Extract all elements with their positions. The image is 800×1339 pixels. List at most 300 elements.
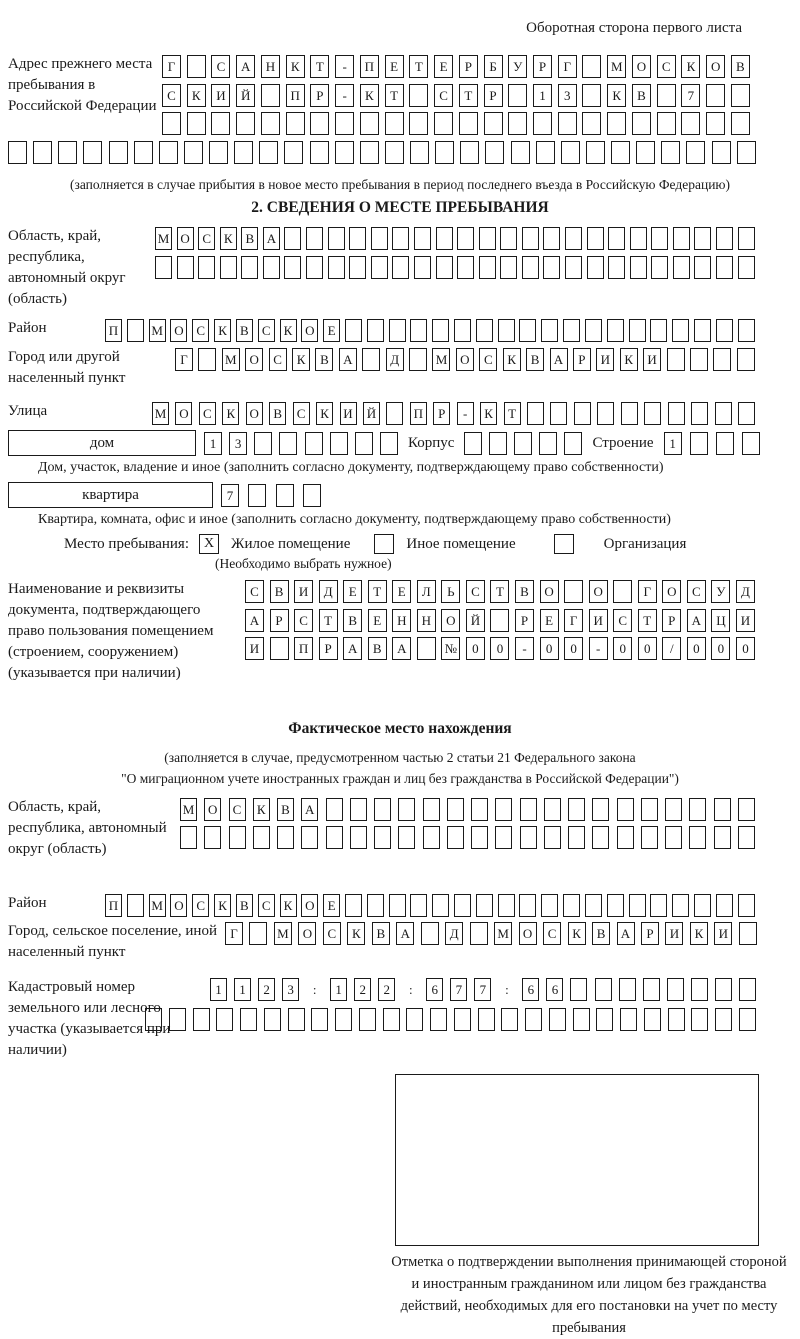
char-cell[interactable]: С	[657, 55, 676, 78]
char-cell[interactable]	[306, 227, 323, 250]
char-cell[interactable]: В	[526, 348, 544, 371]
char-cell[interactable]	[234, 141, 253, 164]
char-cell[interactable]: Е	[392, 580, 411, 603]
char-cell[interactable]: Б	[484, 55, 503, 78]
char-cell[interactable]	[568, 798, 585, 821]
char-cell[interactable]	[641, 798, 658, 821]
char-cell[interactable]	[738, 227, 755, 250]
char-cell[interactable]: /	[662, 637, 681, 660]
char-cell[interactable]: С	[543, 922, 561, 945]
char-cell[interactable]	[731, 84, 750, 107]
char-cell[interactable]	[409, 84, 428, 107]
char-cell[interactable]: К	[480, 402, 497, 425]
char-cell[interactable]: Д	[386, 348, 404, 371]
char-cell[interactable]: -	[335, 55, 354, 78]
char-cell[interactable]: Р	[319, 637, 338, 660]
char-cell[interactable]: Р	[662, 609, 681, 632]
char-cell[interactable]	[716, 319, 733, 342]
char-cell[interactable]	[691, 1008, 708, 1031]
char-cell[interactable]	[691, 402, 708, 425]
char-cell[interactable]: 0	[613, 637, 632, 660]
char-cell[interactable]	[254, 432, 272, 455]
char-cell[interactable]	[489, 432, 507, 455]
fact-oblast-row-2[interactable]	[180, 826, 755, 849]
kvartira-type-box[interactable]: квартира	[8, 482, 213, 508]
char-cell[interactable]	[672, 894, 689, 917]
doc-row-1[interactable]	[245, 580, 755, 603]
char-cell[interactable]: П	[294, 637, 313, 660]
kvartira-cells[interactable]	[221, 484, 321, 507]
char-cell[interactable]: Р	[270, 609, 289, 632]
char-cell[interactable]: И	[589, 609, 608, 632]
char-cell[interactable]	[641, 826, 658, 849]
char-cell[interactable]	[498, 319, 515, 342]
char-cell[interactable]	[479, 256, 496, 279]
char-cell[interactable]	[229, 826, 246, 849]
char-cell[interactable]	[501, 1008, 518, 1031]
kadastr-row-2[interactable]	[145, 1008, 756, 1031]
char-cell[interactable]	[613, 580, 632, 603]
char-cell[interactable]	[389, 894, 406, 917]
char-cell[interactable]	[643, 978, 660, 1001]
char-cell[interactable]: Е	[385, 55, 404, 78]
char-cell[interactable]	[374, 798, 391, 821]
char-cell[interactable]	[673, 256, 690, 279]
checkbox-inoe[interactable]	[374, 534, 394, 554]
char-cell[interactable]	[522, 256, 539, 279]
char-cell[interactable]	[737, 141, 756, 164]
char-cell[interactable]	[738, 319, 755, 342]
char-cell[interactable]	[527, 402, 544, 425]
char-cell[interactable]	[564, 432, 582, 455]
char-cell[interactable]: 2	[378, 978, 395, 1001]
char-cell[interactable]: В	[241, 227, 258, 250]
char-cell[interactable]: Т	[385, 84, 404, 107]
char-cell[interactable]: К	[187, 84, 206, 107]
char-cell[interactable]: Г	[162, 55, 181, 78]
char-cell[interactable]	[498, 894, 515, 917]
char-cell[interactable]	[617, 826, 634, 849]
char-cell[interactable]: -	[589, 637, 608, 660]
char-cell[interactable]	[563, 319, 580, 342]
korpus-cells[interactable]	[464, 432, 582, 455]
char-cell[interactable]: О	[301, 894, 318, 917]
char-cell[interactable]	[305, 432, 323, 455]
raion-row[interactable]	[105, 319, 755, 342]
dom-type-box[interactable]: дом	[8, 430, 196, 456]
char-cell[interactable]	[544, 826, 561, 849]
char-cell[interactable]: О	[246, 402, 263, 425]
char-cell[interactable]	[668, 1008, 685, 1031]
char-cell[interactable]	[668, 402, 685, 425]
char-cell[interactable]	[398, 798, 415, 821]
char-cell[interactable]	[220, 256, 237, 279]
char-cell[interactable]	[476, 319, 493, 342]
char-cell[interactable]: Р	[641, 922, 659, 945]
char-cell[interactable]	[587, 227, 604, 250]
char-cell[interactable]	[328, 227, 345, 250]
char-cell[interactable]	[731, 112, 750, 135]
dom-number-cells[interactable]	[204, 432, 398, 455]
char-cell[interactable]	[665, 826, 682, 849]
char-cell[interactable]: И	[294, 580, 313, 603]
char-cell[interactable]: П	[105, 894, 122, 917]
char-cell[interactable]	[476, 894, 493, 917]
stroenie-cells[interactable]	[664, 432, 760, 455]
char-cell[interactable]: Е	[540, 609, 559, 632]
char-cell[interactable]: 6	[546, 978, 563, 1001]
char-cell[interactable]	[694, 319, 711, 342]
char-cell[interactable]: Г	[558, 55, 577, 78]
char-cell[interactable]: К	[360, 84, 379, 107]
char-cell[interactable]: И	[340, 402, 357, 425]
char-cell[interactable]: В	[270, 580, 289, 603]
char-cell[interactable]: С	[293, 402, 310, 425]
char-cell[interactable]: О	[589, 580, 608, 603]
char-cell[interactable]	[596, 1008, 613, 1031]
char-cell[interactable]: В	[343, 609, 362, 632]
char-cell[interactable]	[563, 894, 580, 917]
char-cell[interactable]	[335, 112, 354, 135]
char-cell[interactable]: О	[175, 402, 192, 425]
char-cell[interactable]	[134, 141, 153, 164]
prev-address-row-1[interactable]	[162, 55, 750, 78]
char-cell[interactable]: И	[211, 84, 230, 107]
char-cell[interactable]	[611, 141, 630, 164]
char-cell[interactable]: В	[368, 637, 387, 660]
char-cell[interactable]	[216, 1008, 233, 1031]
char-cell[interactable]: С	[258, 894, 275, 917]
char-cell[interactable]	[630, 227, 647, 250]
char-cell[interactable]	[270, 637, 289, 660]
char-cell[interactable]: К	[568, 922, 586, 945]
char-cell[interactable]: Ь	[441, 580, 460, 603]
char-cell[interactable]	[739, 978, 756, 1001]
char-cell[interactable]	[326, 798, 343, 821]
char-cell[interactable]	[738, 256, 755, 279]
char-cell[interactable]	[447, 798, 464, 821]
char-cell[interactable]: О	[540, 580, 559, 603]
char-cell[interactable]	[629, 894, 646, 917]
char-cell[interactable]: С	[613, 609, 632, 632]
char-cell[interactable]	[561, 141, 580, 164]
char-cell[interactable]	[706, 112, 725, 135]
char-cell[interactable]	[582, 112, 601, 135]
char-cell[interactable]	[525, 1008, 542, 1031]
char-cell[interactable]	[464, 432, 482, 455]
char-cell[interactable]: 2	[354, 978, 371, 1001]
char-cell[interactable]	[715, 1008, 732, 1031]
char-cell[interactable]	[436, 256, 453, 279]
char-cell[interactable]: К	[620, 348, 638, 371]
char-cell[interactable]	[592, 826, 609, 849]
char-cell[interactable]: 0	[540, 637, 559, 660]
char-cell[interactable]: О	[204, 798, 221, 821]
char-cell[interactable]	[288, 1008, 305, 1031]
char-cell[interactable]: В	[236, 894, 253, 917]
char-cell[interactable]: -	[515, 637, 534, 660]
char-cell[interactable]	[508, 84, 527, 107]
char-cell[interactable]: Т	[490, 580, 509, 603]
char-cell[interactable]	[582, 55, 601, 78]
char-cell[interactable]	[204, 826, 221, 849]
fact-oblast-row-1[interactable]	[180, 798, 755, 821]
char-cell[interactable]: У	[508, 55, 527, 78]
char-cell[interactable]	[241, 256, 258, 279]
char-cell[interactable]	[629, 319, 646, 342]
char-cell[interactable]	[326, 826, 343, 849]
char-cell[interactable]	[198, 348, 216, 371]
char-cell[interactable]	[715, 978, 732, 1001]
char-cell[interactable]	[514, 432, 532, 455]
checkbox-organizatsiya[interactable]	[554, 534, 574, 554]
char-cell[interactable]	[738, 798, 755, 821]
char-cell[interactable]	[739, 1008, 756, 1031]
char-cell[interactable]	[392, 256, 409, 279]
char-cell[interactable]	[349, 256, 366, 279]
char-cell[interactable]	[565, 256, 582, 279]
char-cell[interactable]	[330, 432, 348, 455]
char-cell[interactable]: С	[192, 894, 209, 917]
char-cell[interactable]	[335, 141, 354, 164]
char-cell[interactable]: А	[343, 637, 362, 660]
char-cell[interactable]: Д	[445, 922, 463, 945]
char-cell[interactable]	[519, 319, 536, 342]
char-cell[interactable]	[587, 256, 604, 279]
char-cell[interactable]: С	[198, 227, 215, 250]
char-cell[interactable]	[436, 227, 453, 250]
char-cell[interactable]	[585, 894, 602, 917]
char-cell[interactable]: П	[410, 402, 427, 425]
char-cell[interactable]	[345, 894, 362, 917]
char-cell[interactable]: 1	[234, 978, 251, 1001]
char-cell[interactable]	[586, 141, 605, 164]
char-cell[interactable]	[644, 402, 661, 425]
char-cell[interactable]: Т	[319, 609, 338, 632]
char-cell[interactable]	[279, 432, 297, 455]
char-cell[interactable]: С	[479, 348, 497, 371]
char-cell[interactable]	[738, 826, 755, 849]
char-cell[interactable]	[457, 256, 474, 279]
char-cell[interactable]: А	[301, 798, 318, 821]
char-cell[interactable]: О	[456, 348, 474, 371]
char-cell[interactable]: -	[457, 402, 474, 425]
char-cell[interactable]: О	[301, 319, 318, 342]
char-cell[interactable]: 0	[564, 637, 583, 660]
char-cell[interactable]	[568, 826, 585, 849]
char-cell[interactable]: Т	[459, 84, 478, 107]
char-cell[interactable]	[159, 141, 178, 164]
doc-row-2[interactable]	[245, 609, 755, 632]
char-cell[interactable]: П	[286, 84, 305, 107]
char-cell[interactable]	[712, 141, 731, 164]
char-cell[interactable]: К	[607, 84, 626, 107]
char-cell[interactable]: 0	[687, 637, 706, 660]
char-cell[interactable]	[303, 484, 321, 507]
char-cell[interactable]	[650, 319, 667, 342]
char-cell[interactable]	[558, 112, 577, 135]
char-cell[interactable]	[742, 432, 760, 455]
char-cell[interactable]	[470, 922, 488, 945]
char-cell[interactable]	[573, 1008, 590, 1031]
char-cell[interactable]: В	[592, 922, 610, 945]
char-cell[interactable]	[360, 141, 379, 164]
char-cell[interactable]	[127, 319, 144, 342]
char-cell[interactable]	[187, 112, 206, 135]
char-cell[interactable]: Т	[638, 609, 657, 632]
char-cell[interactable]: К	[292, 348, 310, 371]
char-cell[interactable]	[362, 348, 380, 371]
char-cell[interactable]	[454, 1008, 471, 1031]
char-cell[interactable]	[155, 256, 172, 279]
char-cell[interactable]: М	[494, 922, 512, 945]
char-cell[interactable]	[414, 227, 431, 250]
char-cell[interactable]: С	[192, 319, 209, 342]
char-cell[interactable]	[716, 256, 733, 279]
char-cell[interactable]: П	[360, 55, 379, 78]
char-cell[interactable]	[109, 141, 128, 164]
char-cell[interactable]: -	[335, 84, 354, 107]
char-cell[interactable]: М	[152, 402, 169, 425]
char-cell[interactable]	[383, 1008, 400, 1031]
char-cell[interactable]: 7	[474, 978, 491, 1001]
char-cell[interactable]	[694, 256, 711, 279]
char-cell[interactable]: 6	[522, 978, 539, 1001]
char-cell[interactable]	[500, 256, 517, 279]
char-cell[interactable]: К	[690, 922, 708, 945]
char-cell[interactable]: К	[681, 55, 700, 78]
char-cell[interactable]	[410, 894, 427, 917]
char-cell[interactable]: К	[280, 319, 297, 342]
char-cell[interactable]	[180, 826, 197, 849]
char-cell[interactable]: :	[402, 978, 419, 1001]
char-cell[interactable]	[550, 402, 567, 425]
char-cell[interactable]: С	[269, 348, 287, 371]
char-cell[interactable]	[236, 112, 255, 135]
char-cell[interactable]	[667, 978, 684, 1001]
char-cell[interactable]	[541, 894, 558, 917]
char-cell[interactable]: И	[665, 922, 683, 945]
char-cell[interactable]	[423, 798, 440, 821]
char-cell[interactable]: Т	[409, 55, 428, 78]
char-cell[interactable]: К	[503, 348, 521, 371]
char-cell[interactable]	[286, 112, 305, 135]
char-cell[interactable]: Р	[533, 55, 552, 78]
ulitsa-row[interactable]	[152, 402, 755, 425]
char-cell[interactable]	[263, 256, 280, 279]
char-cell[interactable]	[619, 978, 636, 1001]
char-cell[interactable]: С	[211, 55, 230, 78]
char-cell[interactable]: С	[294, 609, 313, 632]
char-cell[interactable]	[359, 1008, 376, 1031]
char-cell[interactable]	[574, 402, 591, 425]
char-cell[interactable]: М	[149, 894, 166, 917]
char-cell[interactable]	[360, 112, 379, 135]
char-cell[interactable]: Т	[504, 402, 521, 425]
char-cell[interactable]: А	[339, 348, 357, 371]
char-cell[interactable]: В	[315, 348, 333, 371]
char-cell[interactable]	[277, 826, 294, 849]
char-cell[interactable]	[162, 112, 181, 135]
char-cell[interactable]: 3	[229, 432, 247, 455]
char-cell[interactable]	[595, 978, 612, 1001]
char-cell[interactable]: М	[222, 348, 240, 371]
char-cell[interactable]	[536, 141, 555, 164]
char-cell[interactable]	[328, 256, 345, 279]
char-cell[interactable]: А	[392, 637, 411, 660]
char-cell[interactable]: 0	[466, 637, 485, 660]
char-cell[interactable]: 7	[221, 484, 239, 507]
char-cell[interactable]	[355, 432, 373, 455]
char-cell[interactable]	[371, 256, 388, 279]
char-cell[interactable]: М	[155, 227, 172, 250]
char-cell[interactable]: Е	[323, 319, 340, 342]
prev-address-row-3[interactable]	[162, 112, 750, 135]
char-cell[interactable]	[490, 609, 509, 632]
char-cell[interactable]: О	[245, 348, 263, 371]
char-cell[interactable]: К	[280, 894, 297, 917]
char-cell[interactable]	[460, 141, 479, 164]
char-cell[interactable]	[738, 894, 755, 917]
char-cell[interactable]: Т	[368, 580, 387, 603]
char-cell[interactable]: 1	[664, 432, 682, 455]
char-cell[interactable]	[414, 256, 431, 279]
char-cell[interactable]	[686, 141, 705, 164]
char-cell[interactable]: В	[632, 84, 651, 107]
char-cell[interactable]	[264, 1008, 281, 1031]
char-cell[interactable]	[127, 894, 144, 917]
char-cell[interactable]: 6	[426, 978, 443, 1001]
char-cell[interactable]	[345, 319, 362, 342]
char-cell[interactable]	[471, 798, 488, 821]
char-cell[interactable]: А	[245, 609, 264, 632]
char-cell[interactable]	[484, 112, 503, 135]
char-cell[interactable]	[694, 894, 711, 917]
char-cell[interactable]	[392, 227, 409, 250]
char-cell[interactable]	[306, 256, 323, 279]
char-cell[interactable]	[716, 432, 734, 455]
char-cell[interactable]	[454, 894, 471, 917]
char-cell[interactable]: Й	[363, 402, 380, 425]
char-cell[interactable]: М	[432, 348, 450, 371]
char-cell[interactable]	[549, 1008, 566, 1031]
char-cell[interactable]: К	[347, 922, 365, 945]
char-cell[interactable]	[479, 227, 496, 250]
char-cell[interactable]	[657, 112, 676, 135]
char-cell[interactable]	[681, 112, 700, 135]
char-cell[interactable]	[211, 112, 230, 135]
char-cell[interactable]: №	[441, 637, 460, 660]
char-cell[interactable]	[544, 798, 561, 821]
char-cell[interactable]	[495, 826, 512, 849]
char-cell[interactable]: А	[550, 348, 568, 371]
char-cell[interactable]	[543, 256, 560, 279]
char-cell[interactable]	[253, 826, 270, 849]
char-cell[interactable]: 3	[282, 978, 299, 1001]
char-cell[interactable]: :	[306, 978, 323, 1001]
char-cell[interactable]: Е	[323, 894, 340, 917]
char-cell[interactable]	[667, 348, 685, 371]
char-cell[interactable]	[386, 402, 403, 425]
char-cell[interactable]: Ц	[711, 609, 730, 632]
char-cell[interactable]	[284, 256, 301, 279]
char-cell[interactable]: Р	[484, 84, 503, 107]
char-cell[interactable]	[261, 112, 280, 135]
char-cell[interactable]: 0	[736, 637, 755, 660]
char-cell[interactable]	[632, 112, 651, 135]
char-cell[interactable]	[715, 402, 732, 425]
char-cell[interactable]: О	[170, 894, 187, 917]
